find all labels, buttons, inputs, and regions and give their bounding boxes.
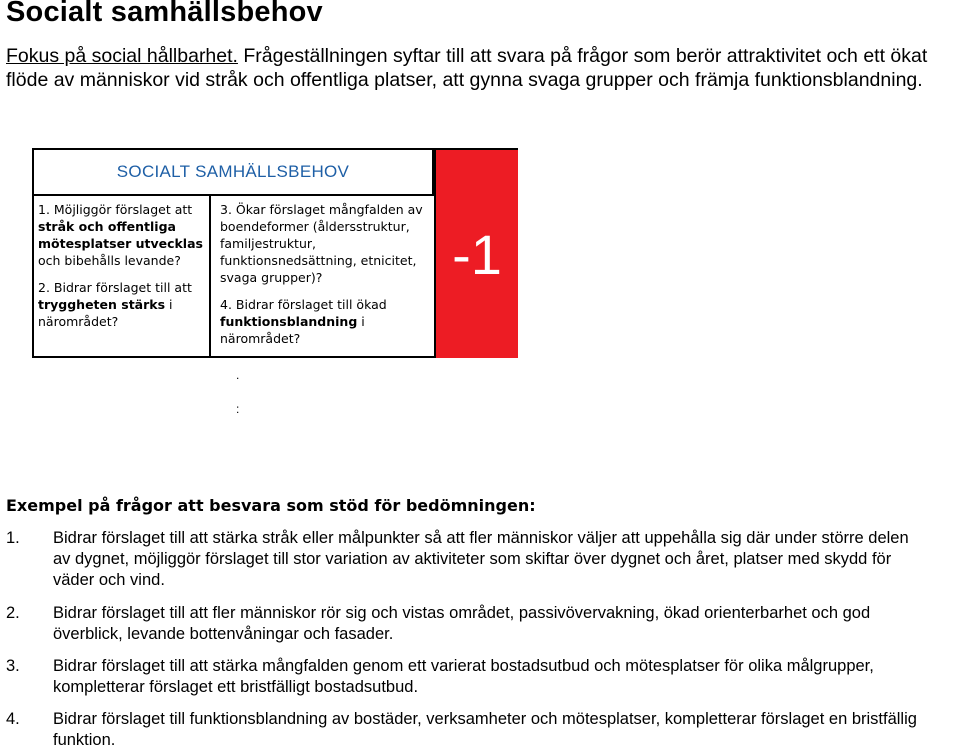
intro-paragraph: [6, 44, 956, 92]
question-2: 2. Bidrar förslaget till att tryggheten stärks i närområdet?: [38, 280, 192, 329]
intro-text: Frågeställningen syftar till att svara på frågor som berör attraktivitet och ett ökat flöde av människor vid stråk och offentliga platser, att gynna svaga grupper och främja funktionsblandning.: [6, 45, 928, 91]
question-1: 1. Möjliggör förslaget att stråk och offentliga mötesplatser utvecklas och bibehålls levande?: [38, 202, 203, 268]
box-heading: SOCIALT SAMHÄLLSBEHOV: [34, 150, 434, 196]
example-item-3: 3. Bidrar förslaget till att stärka mångfalden genom ett varierat bostadsutbud och mötesplatser för olika målgrupper, kompletterar förslaget ett bristfälligt bostadsutbud.: [6, 657, 874, 696]
page-title: Socialt samhällsbehov: [6, 0, 323, 28]
stray-dot: .: [236, 368, 240, 382]
example-item-1: 1. Bidrar förslaget till att stärka stråk eller målpunkter så att fler människor väljer att uppehålla sig där under större delen av dygnet, möjliggör förslaget till stor variation av aktiviteter som skiftar över dygnet och året, platser med skydd för väder och vind.: [6, 529, 909, 589]
examples-heading: Exempel på frågor att besvara som stöd för bedömningen:: [6, 496, 536, 515]
score-badge: -1: [434, 150, 518, 358]
right-questions: [220, 201, 430, 357]
intro-lead: Fokus på social hållbarhet.: [6, 45, 238, 67]
question-3: 3. Ökar förslaget mångfalden av boendeformer (åldersstruktur, familjestruktur, funktionsnedsättning, etnicitet, svaga grupper)?: [220, 202, 423, 285]
question-4: 4. Bidrar förslaget till ökad funktionsblandning i närområdet?: [220, 297, 387, 346]
example-item-4: 4. Bidrar förslaget till funktionsblandning av bostäder, verksamheter och mötesplatser, kompletterar förslaget en bristfällig funktion.: [6, 710, 917, 749]
example-item-2: 2. Bidrar förslaget till att fler människor rör sig och vistas området, passivövervakning, ökad orienterbarhet och god överblick, levande bottenvåningar och fasader.: [6, 604, 871, 643]
assessment-box: [32, 148, 518, 358]
stray-colon: :: [236, 402, 240, 416]
left-questions: [38, 201, 204, 340]
column-divider: [209, 194, 211, 358]
